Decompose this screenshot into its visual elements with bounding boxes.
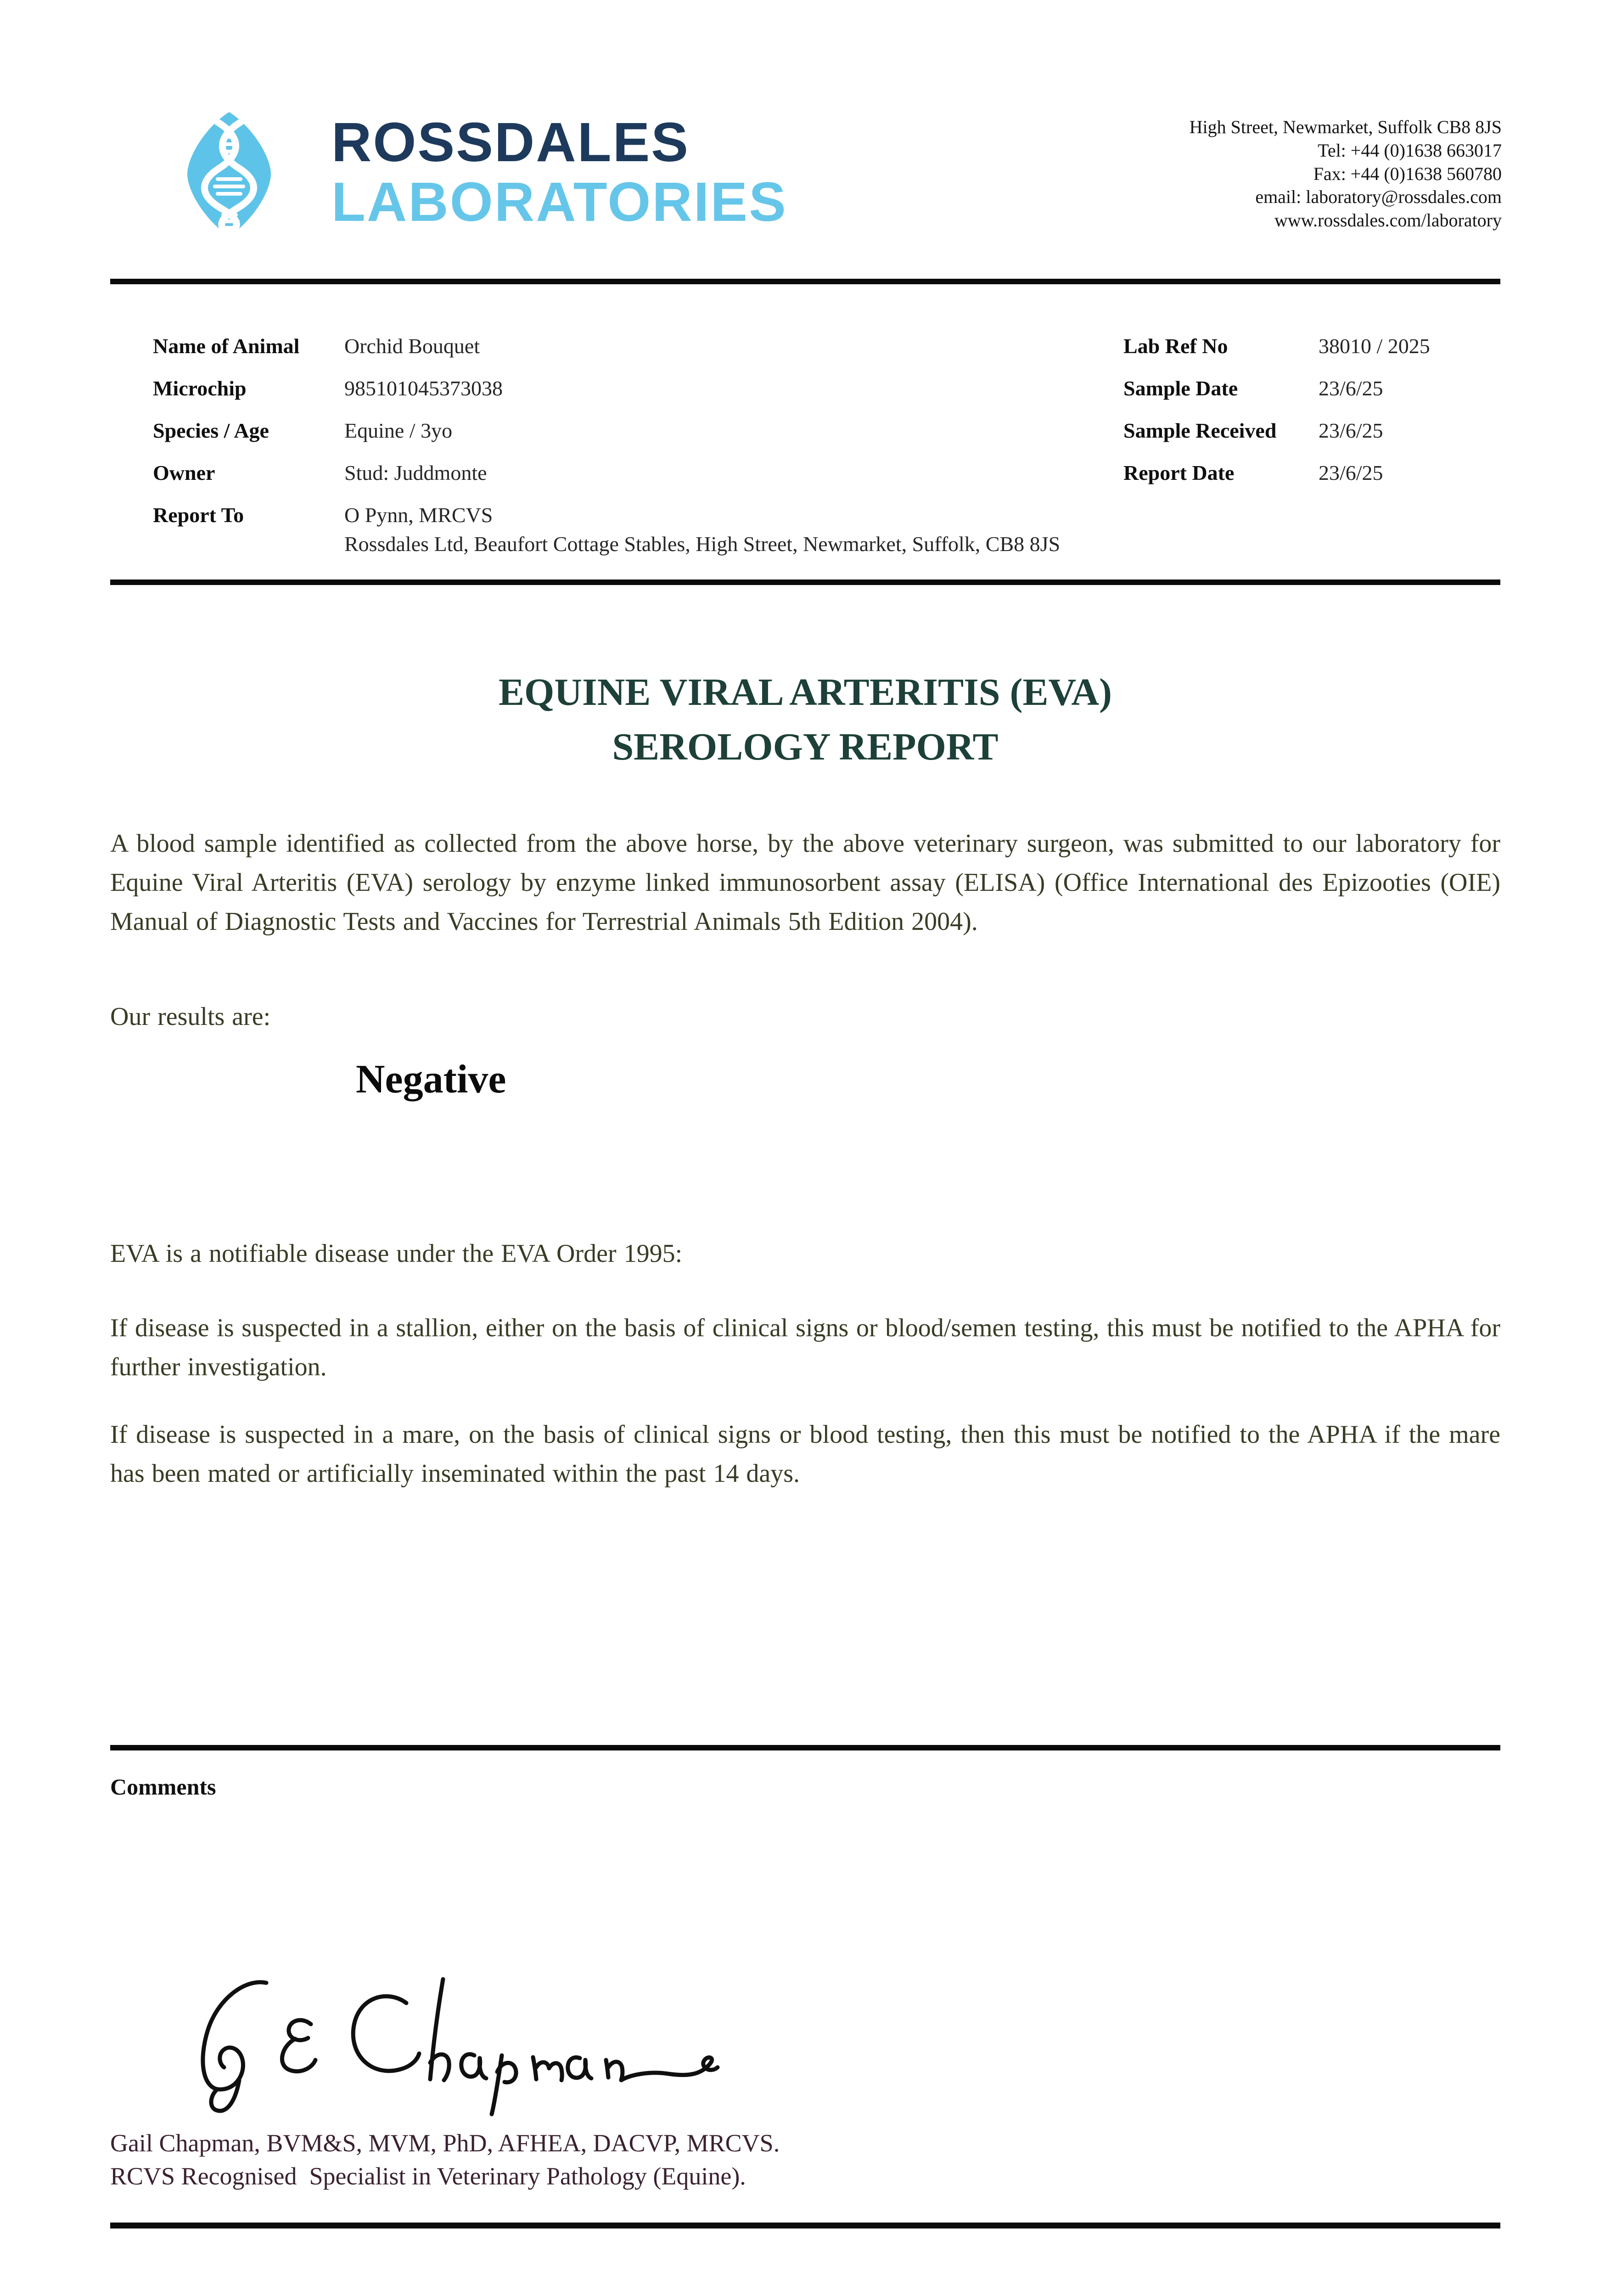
detail-label: Species / Age [153,419,269,442]
report-title-line2: SEROLOGY REPORT [612,726,999,769]
contact-website: www.rossdales.com/laboratory [1274,210,1502,231]
detail-row-report-to [153,503,493,527]
contact-email: email: laboratory@rossdales.com [1255,186,1502,208]
detail-value: 38010 / 2025 [1319,334,1430,358]
signatory-name: Gail Chapman, BVM&S, MVM, PhD, AFHEA, DACVP, MRCVS. [110,2129,780,2157]
comments-heading: Comments [110,1774,216,1800]
report-to-address: Rossdales Ltd, Beaufort Cottage Stables, High Street, Newmarket, Suffolk, CB8 8JS [344,532,1061,556]
detail-label: Lab Ref No [1123,334,1228,358]
detail-value: 23/6/25 [1319,377,1383,400]
report-title [110,665,1500,775]
logo-wordmark-line1: ROSSDALES [331,111,690,173]
intro-paragraph: A blood sample identified as collected from the above horse, by the above veterinary surgeon, was submitted to our laboratory for Equine Viral Arteritis (EVA) serology by enzyme linked immunosorbent assay (ELISA) (Office International des Epizooties (OIE) Manual of Diagnostic Tests and Vaccines for Terrestrial Animals 5th Edition 2004). [110,829,1500,936]
detail-value: Equine / 3yo [344,419,453,442]
detail-row-microchip [153,376,503,400]
notifiable-statement: EVA is a notifiable disease under the EVA Order 1995: [110,1239,683,1268]
detail-value: 23/6/25 [1319,419,1383,442]
results-label: Our results are: [110,1002,271,1031]
header-rule [110,279,1500,284]
detail-label: Report Date [1123,461,1235,484]
signatory-qualification: RCVS Recognised Specialist in Veterinary Pathology (Equine). [110,2162,746,2190]
footer-rule [110,2223,1500,2228]
detail-row-report-date [1123,461,1383,485]
comments-rule [110,1745,1500,1750]
stallion-paragraph: If disease is suspected in a stallion, either on the basis of clinical signs or blood/semen testing, this must be notified to the APHA for further investigation. [110,1314,1500,1382]
contact-fax: Fax: +44 (0)1638 560780 [1313,163,1502,184]
detail-label: Report To [153,503,244,527]
details-rule [110,580,1500,585]
contact-address: High Street, Newmarket, Suffolk CB8 8JS [1189,117,1502,137]
dna-helix-icon [174,110,285,238]
detail-row-owner [153,461,487,485]
detail-row-sample-date [1123,376,1383,400]
detail-label: Name of Animal [153,334,300,358]
detail-label: Microchip [153,377,247,400]
detail-label: Owner [153,461,215,484]
mare-paragraph: If disease is suspected in a mare, on the basis of clinical signs or blood testing, then this must be notified to the APHA if the mare has been mated or artificially inseminated within the past 14 days. [110,1420,1500,1488]
contact-block [1190,116,1502,232]
logo-wordmark-line2: LABORATORIES [331,170,787,233]
result-value: Negative [356,1057,506,1102]
detail-value: Stud: Juddmonte [344,461,487,484]
contact-tel: Tel: +44 (0)1638 663017 [1318,140,1502,161]
signature-image [149,1965,723,2122]
detail-row-species-age [153,418,452,443]
detail-row-name-of-animal [153,334,480,358]
detail-value: 985101045373038 [344,377,503,400]
detail-row-sample-received [1123,418,1383,443]
detail-label: Sample Date [1123,377,1238,400]
report-title-line1: EQUINE VIRAL ARTERITIS (EVA) [498,671,1112,714]
detail-label: Sample Received [1123,419,1277,442]
detail-value: O Pynn, MRCVS [344,503,493,527]
detail-value: Orchid Bouquet [344,334,480,358]
detail-value: 23/6/25 [1319,461,1383,484]
detail-row-lab-ref [1123,334,1430,358]
